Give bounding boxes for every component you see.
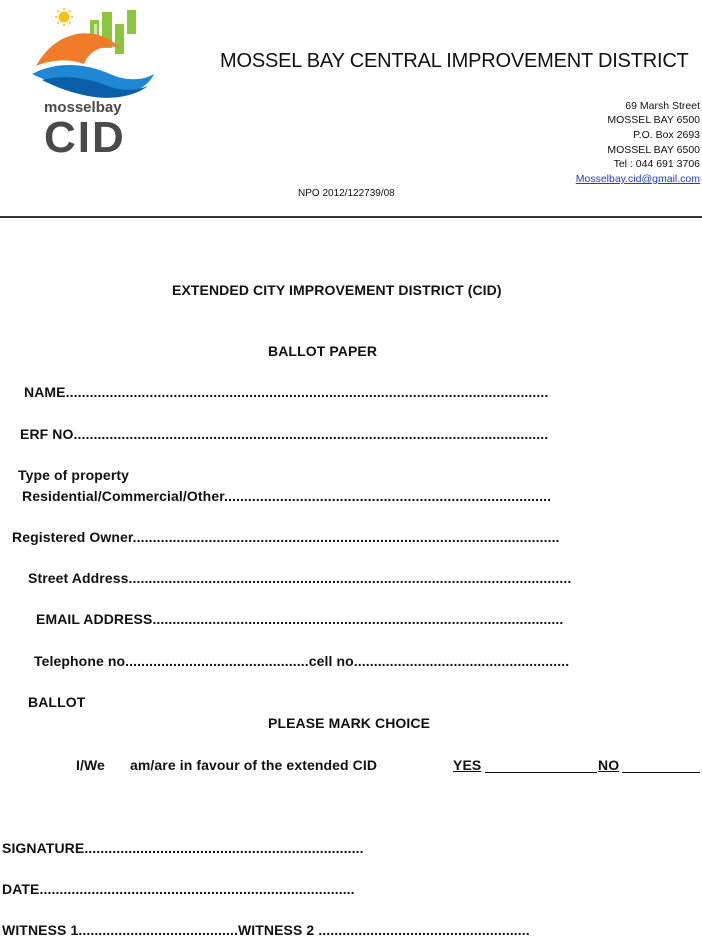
email-address-label: EMAIL ADDRESS	[36, 611, 153, 627]
cell-label: cell no	[308, 653, 354, 669]
witness2-dots: .....................................................	[318, 922, 530, 938]
address-line-3: P.O. Box 2693	[633, 129, 700, 141]
erf-dots: .......................................................................................................................	[73, 426, 549, 442]
witness1-dots: ........................................	[78, 922, 238, 938]
address-line-2: MOSSEL BAY 6500	[607, 114, 700, 126]
street-address-label: Street Address	[28, 570, 129, 586]
registered-owner-field[interactable]	[12, 529, 560, 545]
mossel-bay-cid-logo	[28, 8, 158, 158]
header-divider	[0, 216, 702, 218]
signature-field[interactable]	[2, 840, 364, 856]
date-dots: ...............................................................................	[39, 881, 355, 897]
property-type-dots: ..................................................................................	[223, 488, 552, 504]
signature-label: SIGNATURE	[2, 840, 85, 856]
property-type-label: Type of property	[18, 467, 130, 483]
no-choice[interactable]: NO	[598, 757, 620, 773]
telephone-dots: ..............................................	[125, 653, 309, 669]
ballot-paper-heading: BALLOT PAPER	[268, 343, 378, 359]
mark-choice-heading: PLEASE MARK CHOICE	[268, 715, 431, 731]
organization-name: MOSSEL BAY CENTRAL IMPROVEMENT DISTRICT	[220, 50, 689, 72]
email-address-field[interactable]	[36, 611, 563, 627]
property-type-field[interactable]	[22, 488, 551, 504]
name-dots: .........................................................................................................................	[65, 384, 549, 400]
property-type-options: Residential/Commercial/Other	[22, 488, 224, 504]
npo-number: NPO 2012/122739/08	[298, 188, 395, 199]
favour-text: am/are in favour of the extended CID	[130, 757, 378, 773]
witness1-label: WITNESS 1	[2, 922, 79, 938]
telephone-line: Tel : 044 691 3706	[613, 158, 700, 170]
iwe-label: I/We	[76, 757, 105, 773]
sun-icon	[55, 8, 73, 26]
erf-field[interactable]	[20, 426, 548, 442]
name-label: NAME	[24, 384, 66, 400]
date-label: DATE	[2, 881, 40, 897]
street-address-dots: ...............................................................................................................	[128, 570, 572, 586]
address-line-1: 69 Marsh Street	[625, 100, 700, 112]
date-field[interactable]	[2, 881, 355, 897]
telephone-label: Telephone no	[34, 653, 126, 669]
yes-choice-line	[485, 772, 597, 773]
registered-owner-label: Registered Owner	[12, 529, 133, 545]
name-field[interactable]	[24, 384, 548, 400]
email-address-dots: .......................................................................................................	[152, 611, 564, 627]
signature-dots: ......................................................................	[84, 840, 364, 856]
no-choice-line	[622, 772, 700, 773]
street-address-field[interactable]	[28, 570, 571, 586]
yes-choice[interactable]: YES	[453, 757, 482, 773]
logo-mosselbay-text: mosselbay	[44, 99, 122, 116]
cell-dots: ......................................................	[353, 653, 570, 669]
ballot-label: BALLOT	[28, 694, 86, 710]
logo-cid-text: CID	[44, 113, 126, 158]
form-title: EXTENDED CITY IMPROVEMENT DISTRICT (CID)	[172, 282, 502, 298]
address-line-4: MOSSEL BAY 6500	[607, 144, 700, 156]
email-link[interactable]: Mosselbay.cid@gmail.com	[575, 173, 700, 185]
erf-label: ERF NO	[20, 426, 74, 442]
registered-owner-dots: ...........................................................................................................	[132, 529, 560, 545]
telephone-cell-field[interactable]	[34, 653, 569, 669]
witness2-label: WITNESS 2	[237, 922, 319, 938]
